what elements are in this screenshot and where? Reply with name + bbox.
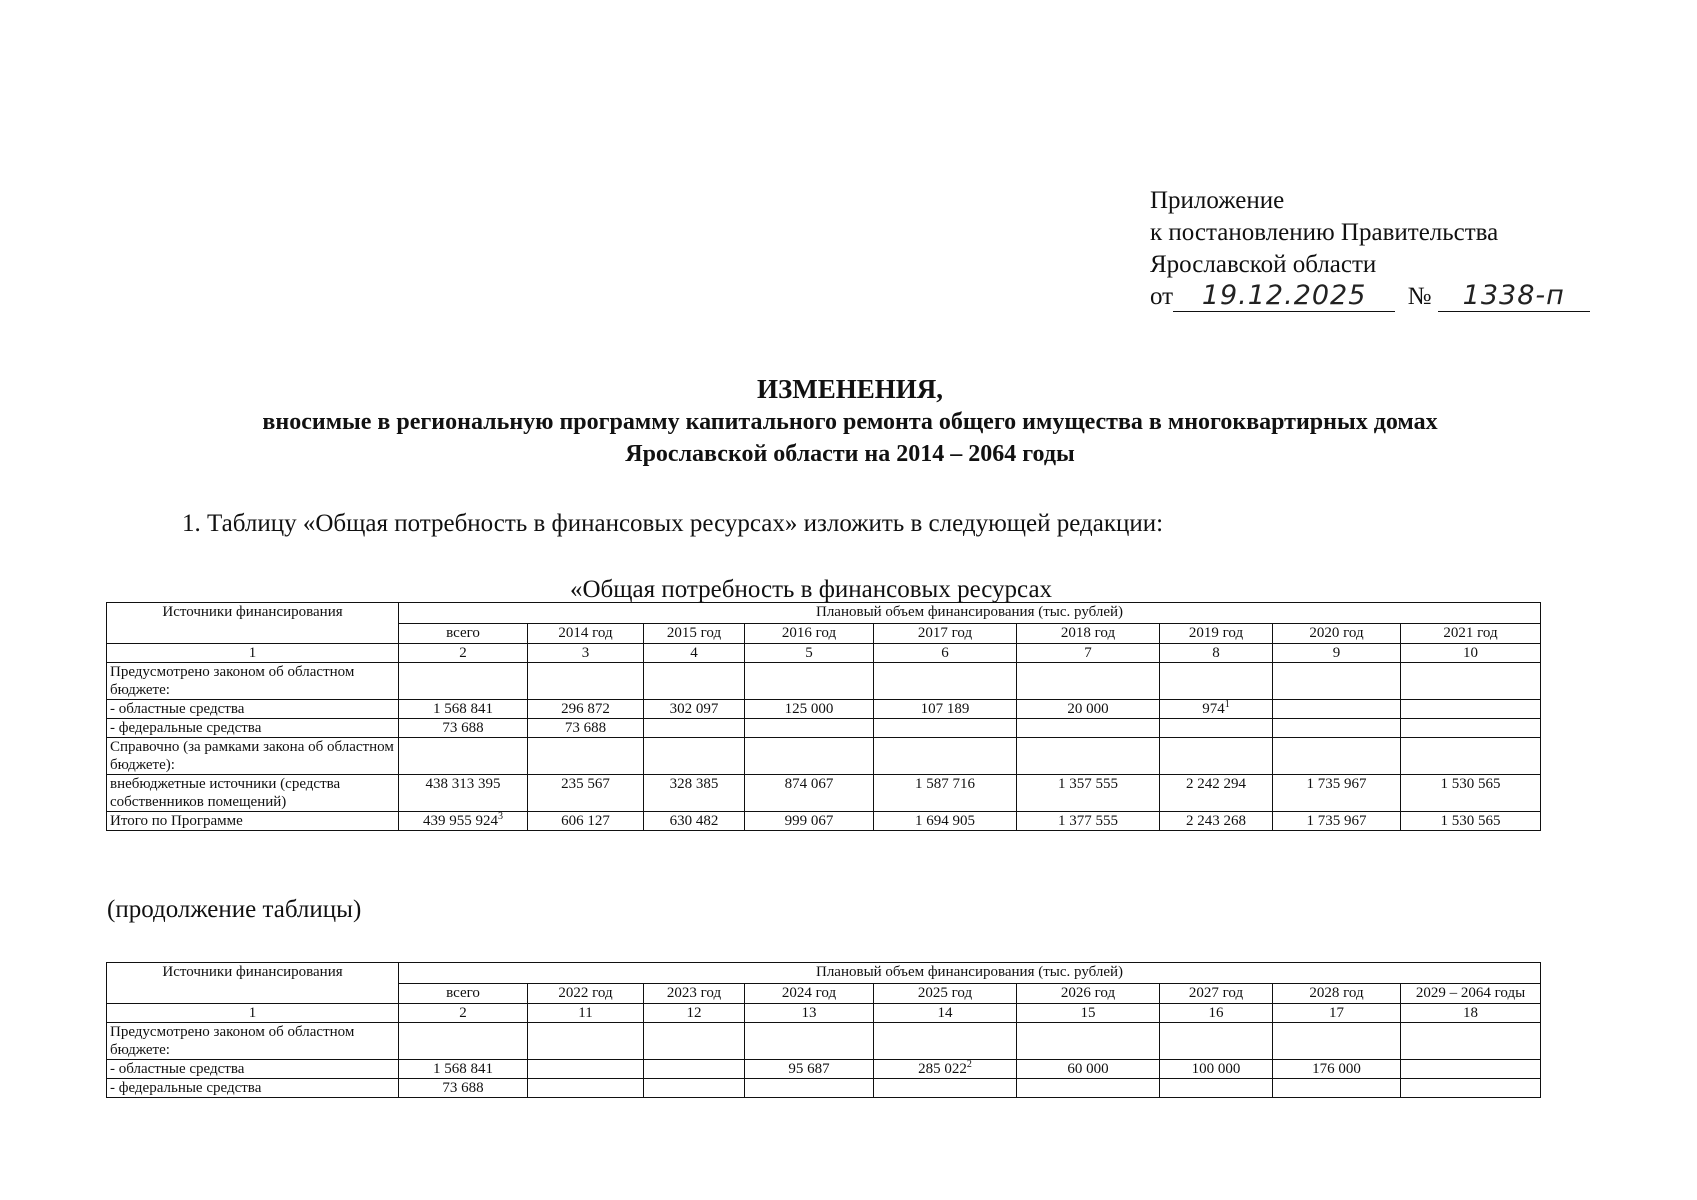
number-prefix: № [1407, 283, 1432, 310]
column-number: 8 [1160, 644, 1273, 663]
table-cell [874, 1060, 1017, 1079]
table-cell [745, 1023, 874, 1060]
date-prefix: от [1150, 283, 1174, 310]
row-label: - областные средства [107, 1060, 399, 1079]
column-header: 2027 год [1160, 983, 1273, 1004]
table-cell [1401, 1023, 1541, 1060]
table-cell [745, 663, 874, 700]
row-label: - федеральные средства [107, 1079, 399, 1098]
cell-value: 73 688 [442, 720, 484, 736]
table-cell [1273, 738, 1401, 775]
column-header: 2028 год [1273, 983, 1401, 1004]
table-caption: «Общая потребность в финансовых ресурсах [570, 576, 1053, 603]
column-number: 15 [1017, 1004, 1160, 1023]
table-cell [399, 1023, 528, 1060]
table-cell [399, 1079, 528, 1098]
table-cell [1017, 775, 1160, 812]
column-header: 2018 год [1017, 623, 1160, 644]
table-cell [399, 738, 528, 775]
column-header: 2023 год [644, 983, 745, 1004]
table-cell [1017, 719, 1160, 738]
cell-value: 1 377 555 [1058, 813, 1118, 829]
row-label: Итого по Программе [107, 812, 399, 831]
column-number: 18 [1401, 1004, 1541, 1023]
column-number: 11 [528, 1004, 644, 1023]
table-cell [1273, 775, 1401, 812]
column-number: 1 [107, 1004, 399, 1023]
table-cell [528, 663, 644, 700]
table-cell [874, 1023, 1017, 1060]
table-cell [745, 1079, 874, 1098]
table-cell [874, 738, 1017, 775]
cell-value: 1 735 967 [1306, 813, 1367, 829]
row-label: внебюджетные источники (средства собственников помещений) [107, 775, 399, 812]
table-cell [874, 663, 1017, 700]
table-cell [1273, 1023, 1401, 1060]
table-cell [1273, 1060, 1401, 1079]
column-header: 2019 год [1160, 623, 1273, 644]
table-cell [399, 775, 528, 812]
table-cell [874, 775, 1017, 812]
cell-value: 107 189 [920, 701, 970, 717]
cell-value: 630 482 [669, 813, 719, 829]
footnote-mark: 2 [966, 1059, 972, 1070]
row-label: Справочно (за рамками закона об областном бюджете): [107, 738, 399, 775]
cell-value: 176 000 [1312, 1061, 1361, 1077]
cell-value: 95 687 [788, 1061, 830, 1077]
table-cell [528, 738, 644, 775]
table-cell [1401, 1060, 1541, 1079]
table-cell [1160, 700, 1273, 719]
table-row [107, 1079, 1541, 1098]
table-cell [528, 700, 644, 719]
title-subtitle-2: Ярославской области на 2014 – 2064 годы [625, 441, 1075, 467]
column-number: 2 [399, 644, 528, 663]
column-header: 2025 год [874, 983, 1017, 1004]
table-cell [399, 1060, 528, 1079]
table-cell [644, 812, 745, 831]
table-cell [1017, 663, 1160, 700]
column-header: 2021 год [1401, 623, 1541, 644]
table-cell [528, 1079, 644, 1098]
column-header: 2014 год [528, 623, 644, 644]
column-number: 2 [399, 1004, 528, 1023]
source-header: Источники финансирования [107, 603, 399, 644]
table-cell [1017, 812, 1160, 831]
table-row [107, 812, 1541, 831]
column-number: 17 [1273, 1004, 1401, 1023]
column-number-row [107, 644, 1541, 663]
financing-table-continuation [106, 962, 1541, 1098]
table-row [107, 1023, 1541, 1060]
table-cell [1401, 1079, 1541, 1098]
appendix-block [1150, 185, 1590, 313]
column-header: 2026 год [1017, 983, 1160, 1004]
table-cell [1160, 1023, 1273, 1060]
table-cell [1273, 1079, 1401, 1098]
row-label: - федеральные средства [107, 719, 399, 738]
table-cell [745, 719, 874, 738]
header-row [107, 963, 1541, 984]
table-cell [644, 1060, 745, 1079]
table-cell [1401, 738, 1541, 775]
title-subtitle-1: вносимые в региональную программу капитального ремонта общего имущества в многоквартирных домах [262, 409, 1438, 435]
header-row [107, 603, 1541, 624]
table-cell [1160, 738, 1273, 775]
cell-value: 235 567 [561, 776, 610, 792]
column-number: 16 [1160, 1004, 1273, 1023]
table-row [107, 1060, 1541, 1079]
column-header: 2015 год [644, 623, 745, 644]
table-cell [1273, 663, 1401, 700]
cell-value: 2 242 294 [1186, 776, 1246, 792]
table-cell [1160, 663, 1273, 700]
table-cell [745, 700, 874, 719]
row-label: Предусмотрено законом об областном бюджете: [107, 1023, 399, 1060]
table-cell [1273, 719, 1401, 738]
column-header: 2017 год [874, 623, 1017, 644]
table-cell [874, 719, 1017, 738]
table-cell [399, 700, 528, 719]
handwritten-number: 1338-п [1438, 281, 1590, 312]
column-header: всего [399, 623, 528, 644]
cell-value: 1 530 565 [1440, 776, 1501, 792]
table-cell [399, 719, 528, 738]
row-label: - областные средства [107, 700, 399, 719]
column-header: 2022 год [528, 983, 644, 1004]
cell-value: 1 735 967 [1306, 776, 1367, 792]
table-cell [1401, 663, 1541, 700]
table-cell [528, 1060, 644, 1079]
table-cell [1401, 700, 1541, 719]
table-cell [745, 1060, 874, 1079]
table-cell [1160, 1079, 1273, 1098]
table-cell [644, 1023, 745, 1060]
table-cell [644, 663, 745, 700]
cell-value: 302 097 [669, 701, 719, 717]
cell-value: 999 067 [784, 813, 834, 829]
document-title [150, 372, 1550, 470]
table-cell [1401, 775, 1541, 812]
handwritten-date: 19.12.2025 [1173, 281, 1395, 312]
cell-value: 73 688 [564, 720, 607, 736]
title-main: ИЗМЕНЕНИЯ, [756, 374, 943, 404]
cell-value: 285 022 [918, 1061, 967, 1077]
table-cell [528, 719, 644, 738]
table-cell [1160, 775, 1273, 812]
table-row [107, 719, 1541, 738]
table-cell [745, 775, 874, 812]
cell-value: 1 694 905 [915, 813, 975, 829]
table-cell [1017, 738, 1160, 775]
table-row [107, 700, 1541, 719]
footnote-mark: 1 [1224, 699, 1230, 710]
column-number: 6 [874, 644, 1017, 663]
table-cell [745, 812, 874, 831]
table-cell [528, 775, 644, 812]
appendix-line-1: Приложение [1150, 187, 1285, 214]
column-header: 2020 год [1273, 623, 1401, 644]
table-cell [745, 738, 874, 775]
appendix-line-2: к постановлению Правительства [1150, 219, 1499, 246]
table-row [107, 738, 1541, 775]
table-cell [1160, 719, 1273, 738]
table-cell [644, 700, 745, 719]
table-cell [1160, 812, 1273, 831]
cell-value: 100 000 [1191, 1061, 1241, 1077]
column-number-row [107, 1004, 1541, 1023]
cell-value: 439 955 924 [423, 813, 498, 829]
table-cell [1017, 1060, 1160, 1079]
column-number: 12 [644, 1004, 745, 1023]
cell-value: 974 [1202, 701, 1225, 717]
table-cell [1273, 812, 1401, 831]
table-cell [644, 775, 745, 812]
column-number: 13 [745, 1004, 874, 1023]
cell-value: 73 688 [442, 1080, 484, 1096]
table-cell [1017, 700, 1160, 719]
column-header: 2024 год [745, 983, 874, 1004]
table-cell [1401, 812, 1541, 831]
column-number: 10 [1401, 644, 1541, 663]
column-number: 9 [1273, 644, 1401, 663]
cell-value: 20 000 [1067, 701, 1109, 717]
cell-value: 60 000 [1067, 1061, 1109, 1077]
column-number: 1 [107, 644, 399, 663]
cell-value: 438 313 395 [425, 776, 501, 792]
table-cell [1017, 1023, 1160, 1060]
table-cell [528, 1023, 644, 1060]
table-cell [1017, 1079, 1160, 1098]
cell-value: 328 385 [669, 776, 719, 792]
column-number: 3 [528, 644, 644, 663]
row-label: Предусмотрено законом об областном бюджете: [107, 663, 399, 700]
table-cell [874, 700, 1017, 719]
table-cell [644, 719, 745, 738]
table-cell [644, 1079, 745, 1098]
column-number: 5 [745, 644, 874, 663]
source-header: Источники финансирования [107, 963, 399, 1004]
planned-volume-header: Плановый объем финансирования (тыс. рублей) [399, 603, 1541, 624]
column-header: 2016 год [745, 623, 874, 644]
column-number: 14 [874, 1004, 1017, 1023]
cell-value: 606 127 [561, 813, 610, 829]
cell-value: 1 530 565 [1440, 813, 1501, 829]
footnote-mark: 3 [498, 811, 503, 822]
table-cell [1273, 700, 1401, 719]
cell-value: 1 568 841 [433, 1061, 493, 1077]
table-cell [1160, 1060, 1273, 1079]
appendix-line-3: Ярославской области [1150, 251, 1377, 278]
cell-value: 125 000 [784, 701, 834, 717]
continuation-label: (продолжение таблицы) [107, 896, 362, 923]
column-header: всего [399, 983, 528, 1004]
table-cell [528, 812, 644, 831]
cell-value: 874 067 [784, 776, 834, 792]
table-cell [399, 812, 528, 831]
cell-value: 1 587 716 [915, 776, 975, 792]
planned-volume-header: Плановый объем финансирования (тыс. рублей) [399, 963, 1541, 984]
table-cell [1401, 719, 1541, 738]
item-1-text: 1. Таблицу «Общая потребность в финансовых ресурсах» изложить в следующей редакции: [182, 510, 1164, 537]
column-number: 7 [1017, 644, 1160, 663]
cell-value: 2 243 268 [1186, 813, 1246, 829]
column-number: 4 [644, 644, 745, 663]
financing-table [106, 602, 1541, 831]
cell-value: 1 357 555 [1058, 776, 1118, 792]
table-cell [399, 663, 528, 700]
cell-value: 296 872 [561, 701, 610, 717]
column-header: 2029 – 2064 годы [1401, 983, 1541, 1004]
table-cell [644, 738, 745, 775]
table-cell [874, 1079, 1017, 1098]
table-row [107, 663, 1541, 700]
table-row [107, 775, 1541, 812]
cell-value: 1 568 841 [433, 701, 493, 717]
appendix-date-line [1150, 281, 1590, 313]
table-cell [874, 812, 1017, 831]
